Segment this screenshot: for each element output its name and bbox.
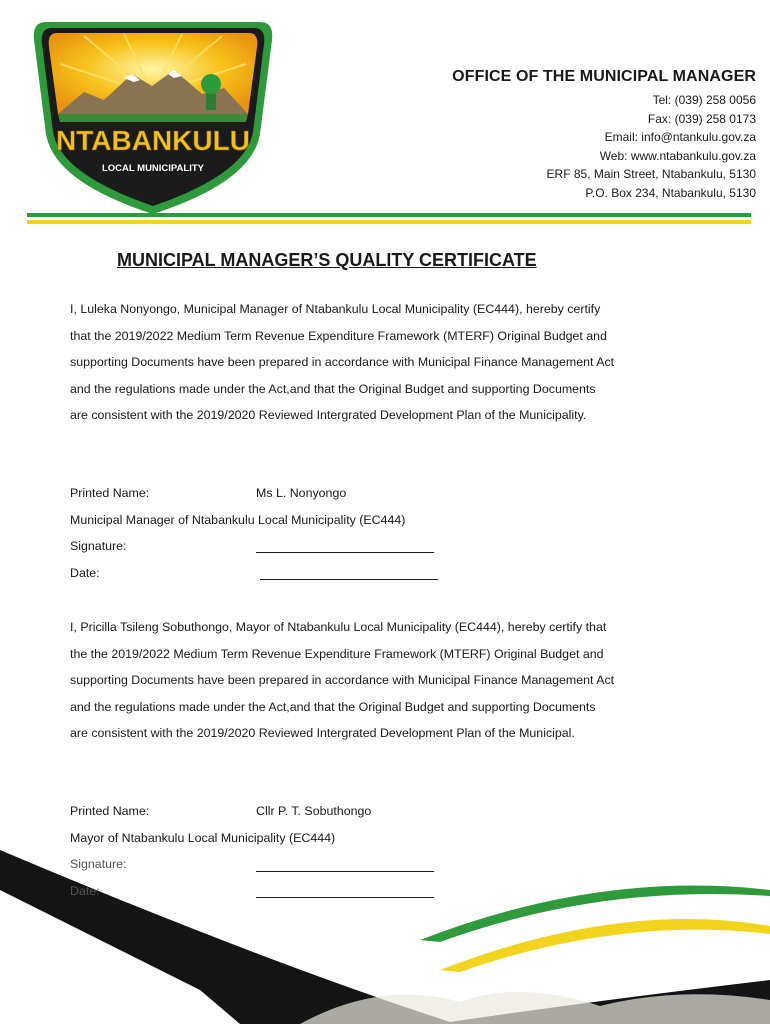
- office-header: [452, 68, 756, 203]
- paragraph-line: supporting Documents have been prepared in accordance with Municipal Finance Management Act: [70, 355, 615, 370]
- mayor-printed-name-value: Cllr P. T. Sobuthongo: [256, 804, 372, 818]
- manager-printed-name-label: Printed Name:: [70, 486, 150, 500]
- paragraph-line: are consistent with the 2019/2020 Reviewed Intergrated Development Plan of the Municipality.: [70, 408, 587, 423]
- certificate-title: MUNICIPAL MANAGER’S QUALITY CERTIFICATE: [117, 250, 537, 270]
- office-address: ERF 85, Main Street, Ntabankulu, 5130: [546, 167, 756, 182]
- paragraph-line: are consistent with the 2019/2020 Reviewed Intergrated Development Plan of the Municipal.: [70, 726, 575, 741]
- manager-certification-paragraph: [70, 296, 720, 429]
- manager-printed-name-value: Ms L. Nonyongo: [256, 486, 347, 500]
- mayor-printed-name-label: Printed Name:: [70, 804, 150, 818]
- office-email: Email: info@ntankulu.gov.za: [604, 130, 756, 145]
- manager-role: Municipal Manager of Ntabankulu Local Municipality (EC444): [70, 513, 406, 527]
- manager-date-label: Date:: [70, 566, 100, 580]
- mayor-role: Mayor of Ntabankulu Local Municipality (EC444): [70, 831, 336, 845]
- mayor-date-line[interactable]: [256, 897, 434, 898]
- mayor-signature-line[interactable]: [256, 871, 434, 872]
- paragraph-line: I, Pricilla Tsileng Sobuthongo, Mayor of Ntabankulu Local Municipality (EC444), hereby certify that: [70, 620, 607, 634]
- mayor-signature-label: Signature:: [70, 857, 127, 871]
- mayor-date-label: Date:: [70, 884, 100, 898]
- office-po-box: P.O. Box 234, Ntabankulu, 5130: [585, 185, 756, 200]
- header-divider-yellow: [27, 220, 751, 224]
- manager-date-line[interactable]: [260, 579, 438, 580]
- logo-subtitle: LOCAL MUNICIPALITY: [101, 163, 205, 174]
- paragraph-line: I, Luleka Nonyongo, Municipal Manager of Ntabankulu Local Municipality (EC444), hereby certify: [70, 302, 601, 316]
- manager-signature-label: Signature:: [70, 539, 127, 553]
- mayor-certification-paragraph: [70, 614, 720, 747]
- office-web: Web: www.ntabankulu.gov.za: [599, 148, 756, 163]
- municipality-logo: [24, 14, 282, 218]
- office-tel: Tel: (039) 258 0056: [652, 93, 756, 107]
- logo-name: NTABANKULU: [56, 125, 250, 156]
- paragraph-line: and the regulations made under the Act,and that the Original Budget and supporting Documents: [70, 699, 596, 714]
- paragraph-line: that the 2019/2022 Medium Term Revenue Expenditure Framework (MTERF) Original Budget and: [70, 328, 607, 343]
- paragraph-line: the the 2019/2022 Medium Term Revenue Expenditure Framework (MTERF) Original Budget and: [70, 646, 604, 661]
- manager-signature-line[interactable]: [256, 552, 434, 553]
- office-title: OFFICE OF THE MUNICIPAL MANAGER: [452, 68, 756, 85]
- office-fax: Fax: (039) 258 0173: [647, 111, 756, 126]
- paragraph-line: and the regulations made under the Act,and that the Original Budget and supporting Documents: [70, 381, 596, 396]
- header-divider-green: [27, 213, 751, 217]
- paragraph-line: supporting Documents have been prepared in accordance with Municipal Finance Management Act: [70, 673, 615, 688]
